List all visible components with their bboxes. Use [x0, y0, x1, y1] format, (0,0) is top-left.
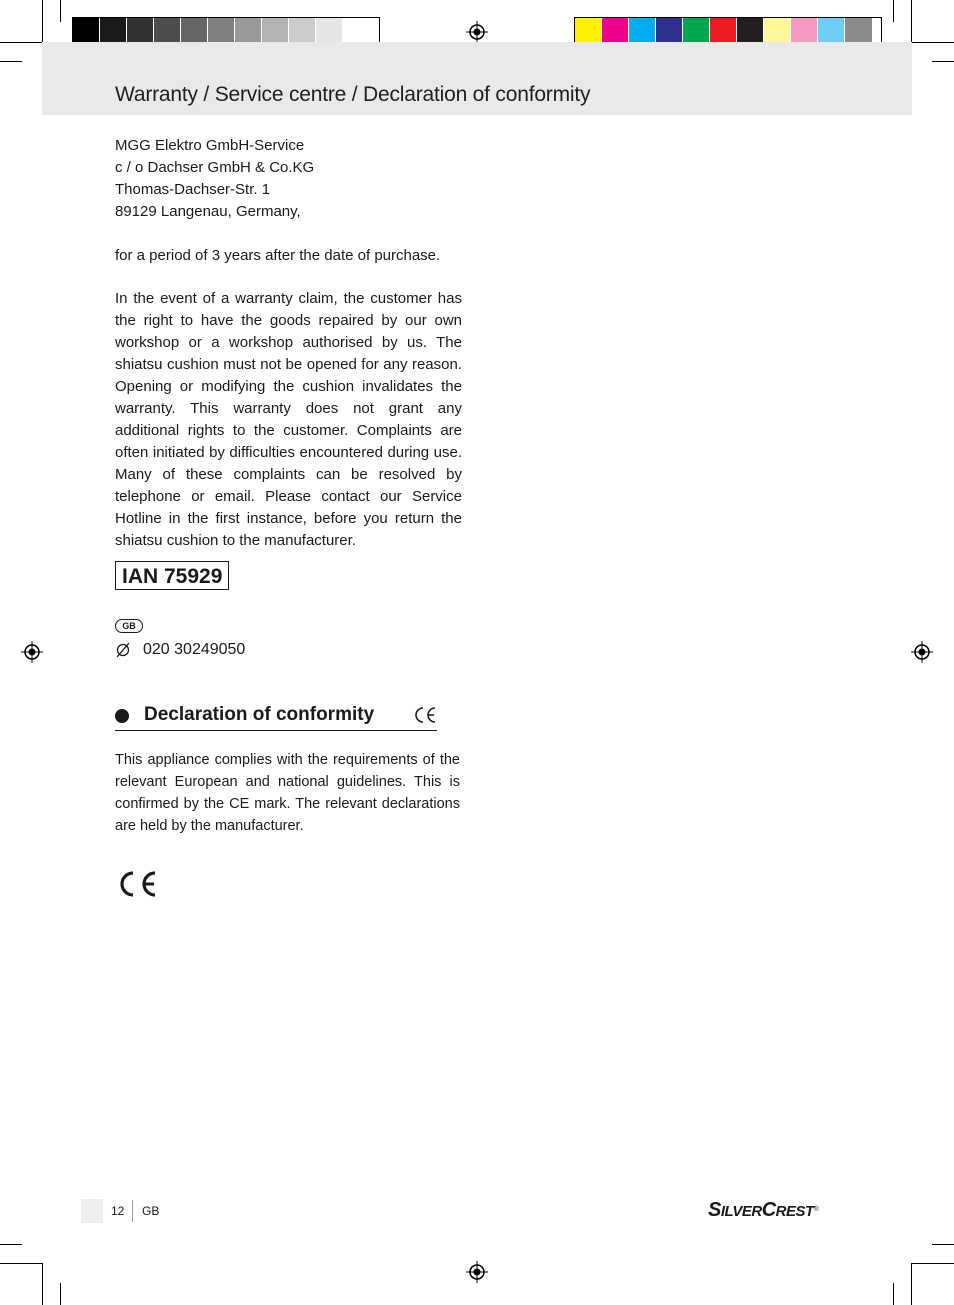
declaration-title: Declaration of conformity	[144, 704, 375, 725]
crop-mark	[0, 42, 42, 43]
declaration-body: This appliance complies with the requirements of the relevant European and national guidelines. This is confirmed by the CE mark. The relevant declarations are held by the manufacturer.	[115, 752, 460, 834]
ian-number: IAN 75929	[115, 561, 229, 590]
crop-mark	[42, 0, 43, 42]
warranty-period: for a period of 3 years after the date of purchase.	[115, 247, 441, 264]
page-number: 12	[111, 1204, 125, 1218]
address-line: MGG Elektro GmbH-Service	[115, 137, 305, 154]
crop-mark	[42, 1263, 43, 1305]
address-line: 89129 Langenau, Germany,	[115, 203, 301, 220]
address-line: c / o Dachser GmbH & Co.KG	[115, 159, 315, 176]
footer-tab	[81, 1199, 103, 1223]
phone-icon	[115, 641, 131, 659]
crop-mark	[911, 1263, 912, 1305]
warranty-paragraph: In the event of a warranty claim, the customer has the right to have the goods repaired by our own workshop or a workshop authorised by us. The shiatsu cushion must not be opened for any reason. Opening or modifying the cushion invalidates the warranty. This warranty does not grant any additional rights to the customer. Complaints are often initiated by difficulties encountered during use. Many of these complaints can be resolved by telephone or email. Please contact our Service Hotline in the first instance, before you return the shiatsu cushion to the manufacturer.	[115, 290, 462, 549]
crop-mark	[60, 1283, 61, 1305]
crop-mark	[0, 1244, 22, 1245]
registration-mark-icon	[466, 21, 488, 43]
ce-mark-icon	[115, 870, 158, 898]
registration-mark-icon	[21, 641, 43, 663]
registration-mark-icon	[911, 641, 933, 663]
registration-mark-icon	[466, 1261, 488, 1283]
crop-mark	[932, 61, 954, 62]
crop-mark	[912, 1263, 954, 1264]
address-line: Thomas-Dachser-Str. 1	[115, 181, 271, 198]
crop-mark	[0, 61, 22, 62]
crop-mark	[911, 0, 912, 42]
service-address	[115, 135, 465, 223]
ce-mark-icon	[413, 706, 437, 724]
country-badge: GB	[115, 619, 143, 633]
crop-mark	[893, 0, 894, 22]
bullet-icon	[115, 709, 129, 723]
crop-mark	[0, 1263, 42, 1264]
page-title: Warranty / Service centre / Declaration of conformity	[115, 83, 591, 106]
crop-mark	[932, 1244, 954, 1245]
crop-mark	[60, 0, 61, 22]
declaration-heading	[115, 702, 437, 731]
hotline-number: 020 30249050	[143, 641, 246, 658]
footer-divider	[132, 1200, 133, 1222]
page-language: GB	[142, 1204, 160, 1218]
crop-mark	[893, 1283, 894, 1305]
crop-mark	[912, 42, 954, 43]
brand-logo: SILVERCREST®	[708, 1199, 819, 1221]
